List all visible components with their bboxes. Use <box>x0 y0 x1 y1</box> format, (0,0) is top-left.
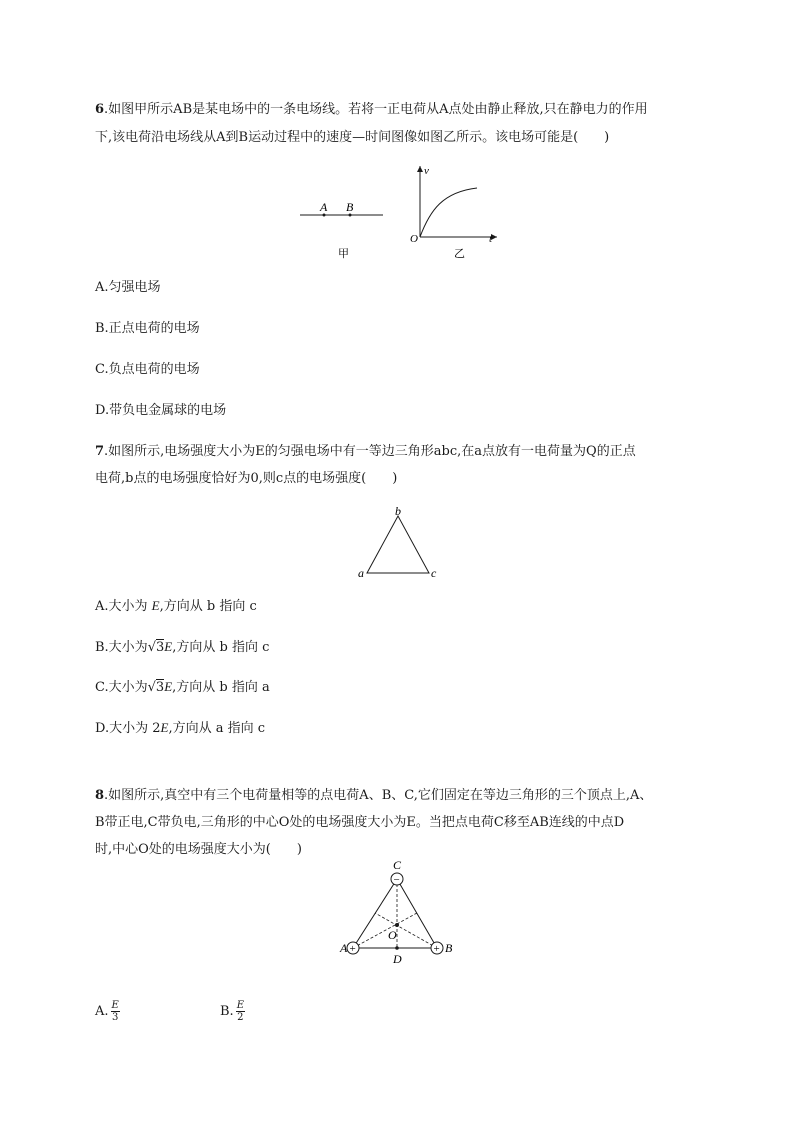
q7-option-d: D.大小为 2E,方向从 a 指向 c <box>95 720 266 736</box>
q6-number: 6 <box>95 102 105 117</box>
charge-b-label: B <box>445 941 453 955</box>
vertex-c-label: c <box>431 566 437 580</box>
q8-number: 8 <box>95 788 105 803</box>
point-a-label: A <box>320 200 328 214</box>
q7-option-c: C.大小为√3E,方向从 b 指向 a <box>95 679 270 695</box>
q8-text-1: .如图所示,真空中有三个电荷量相等的点电荷A、B、C,它们固定在等边三角形的三个顶点上,A、 <box>104 788 653 803</box>
charge-c-sign: − <box>393 874 400 886</box>
fraction: $\frac{E}{3}$ <box>111 1000 119 1023</box>
q8-line-2: B带正电,C带负电,三角形的中心O处的电场强度大小为E。当把点电荷C移至AB连线的中点D <box>95 815 625 830</box>
q7-option-a: A.大小为 E,方向从 b 指向 c <box>95 598 257 614</box>
fraction: $\frac{E}{2}$ <box>236 1000 244 1023</box>
q8-line-3: 时,中心O处的电场强度大小为( ) <box>95 842 302 857</box>
q6-figure-yi <box>405 160 505 265</box>
axis-v-label: v <box>424 165 429 177</box>
point-b-label: B <box>346 200 354 214</box>
q7-line-2: 电荷,b点的电场强度恰好为0,则c点的电场强度( ) <box>95 471 398 486</box>
q6-line-2: 下,该电荷沿电场线从A到B运动过程中的速度—时间图像如图乙所示。该电场可能是( ) <box>95 130 610 145</box>
axis-t-label: t <box>489 233 493 245</box>
q8-line-1 <box>95 786 652 806</box>
q8-option-b: B. $\frac{E}{2}$ <box>220 1000 244 1023</box>
center-o-label: O <box>388 928 397 942</box>
fig-jia-caption: 甲 <box>338 248 349 260</box>
q7-option-b: B.大小为√3E,方向从 b 指向 c <box>95 639 270 655</box>
q6-figure-jia <box>295 195 390 265</box>
charge-c-label: C <box>393 858 402 872</box>
q6-option-c: C.负点电荷的电场 <box>95 362 200 377</box>
vertex-a-label: a <box>358 566 364 580</box>
charge-b-sign: + <box>433 943 440 955</box>
q8-charge-triangle-figure <box>332 855 462 970</box>
q6-option-d: D.带负电金属球的电场 <box>95 403 227 418</box>
sqrt-symbol: √3 <box>147 640 165 655</box>
q6-line-1 <box>95 100 648 120</box>
q7-number: 7 <box>95 444 105 459</box>
charge-a-sign: + <box>349 943 356 955</box>
q7-triangle-figure <box>350 503 445 583</box>
q6-option-a: A.匀强电场 <box>95 280 161 295</box>
q7-text-1: .如图所示,电场强度大小为E的匀强电场中有一等边三角形abc,在a点放有一电荷量为Q的正点 <box>104 444 636 459</box>
q7-line-1 <box>95 442 636 462</box>
q6-option-b: B.正点电荷的电场 <box>95 321 200 336</box>
midpoint-d-label: D <box>393 952 402 966</box>
q6-text-1: .如图甲所示AB是某电场中的一条电场线。若将一正电荷从A点处由静止释放,只在静电力的作用 <box>104 102 648 117</box>
q8-option-a: A. $\frac{E}{3}$ <box>95 1000 119 1023</box>
fig-yi-caption: 乙 <box>454 248 465 260</box>
charge-a-label: A <box>340 941 348 955</box>
vertex-b-label: b <box>395 504 401 518</box>
origin-label: O <box>410 233 418 245</box>
sqrt-symbol: √3 <box>147 680 165 695</box>
